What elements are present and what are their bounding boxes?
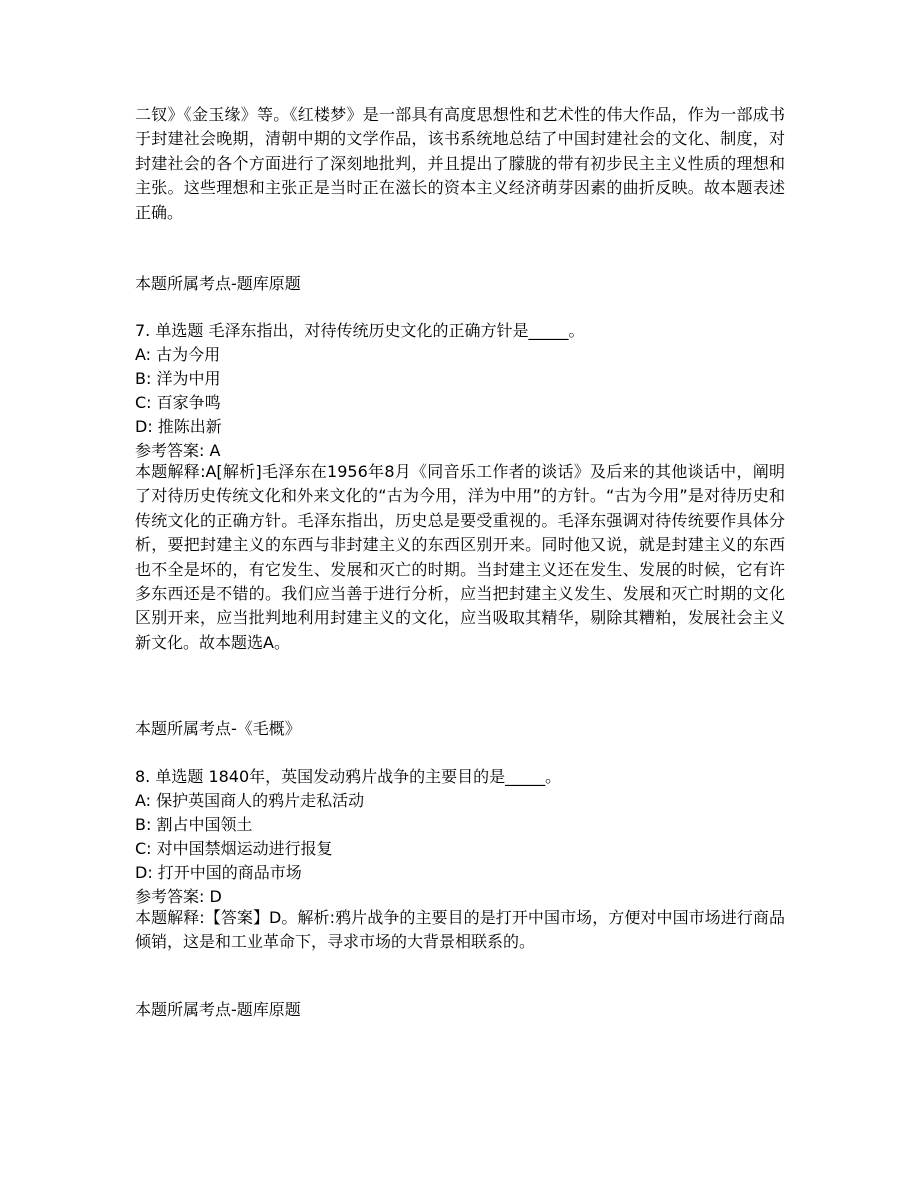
question-8-topic: 本题所属考点-题库原题 [135,1000,301,1019]
question-8-option-c: C: 对中国禁烟运动进行报复 [135,839,333,858]
question-8-explanation: 本题解释:【答案】D。解析:鸦片战争的主要目的是打开中国市场，方便对中国市场进行商品倾销，这是和工业革命下，寻求市场的大背景相联系的。 [135,908,785,952]
question-7-explanation: 本题解释:A[解析]毛泽东在1956年8月《同音乐工作者的谈话》及后来的其他谈话中，阐明了对待历史传统文化和外来文化的“古为今用，洋为中用”的方针。“古为今用”是对待历史和传统文化的正确方针。毛泽东指出，历史总是要受重视的。毛泽东强调对待传统要作具体分析，要把封建主义的东西与非封建主义的东西区别开来。同时他又说，就是封建主义的东西也不全是坏的，有它发生、发展和灭亡的时期。当封建主义还在发生、发展的时候，它有许多东西还是不错的。我们应当善于进行分析，应当把封建主义发生、发展和灭亡时期的文化区别开来，应当批判地利用封建主义的文化，应当吸取其精华，剔除其糟粕，发展社会主义新文化。故本题选A。 [135,462,785,652]
question-7-answer: 参考答案: A [135,441,221,460]
question-8-option-b: B: 割占中国领土 [135,815,253,834]
question-7-stem: 7. 单选题 毛泽东指出，对待传统历史文化的正确方针是_____。 [135,321,585,340]
question-7-option-a: A: 古为今用 [135,345,221,364]
question-8-option-d: D: 打开中国的商品市场 [135,863,302,882]
question-8-stem: 8. 单选题 1840年，英国发动鸦片战争的主要目的是_____。 [135,767,562,786]
intro-paragraph: 二钗》《金玉缘》等。《红楼梦》是一部具有高度思想性和艺术性的伟大作品，作为一部成书于封建社会晚期，清朝中期的文学作品，该书系统地总结了中国封建社会的文化、制度，对封建社会的各个方面进行了深刻地批判，并且提出了朦胧的带有初步民主主义性质的理想和主张。这些理想和主张正是当时正在滋长的资本主义经济萌芽因素的曲折反映。故本题表述正确。 [135,105,785,222]
question-7-topic: 本题所属考点-《毛概》 [135,719,301,738]
question-7-option-b: B: 洋为中用 [135,369,221,388]
topic-label-1: 本题所属考点-题库原题 [135,274,301,293]
question-7-option-d: D: 推陈出新 [135,417,222,436]
question-8-answer: 参考答案: D [135,887,222,906]
question-8-option-a: A: 保护英国商人的鸦片走私活动 [135,791,365,810]
question-7-option-c: C: 百家争鸣 [135,393,221,412]
